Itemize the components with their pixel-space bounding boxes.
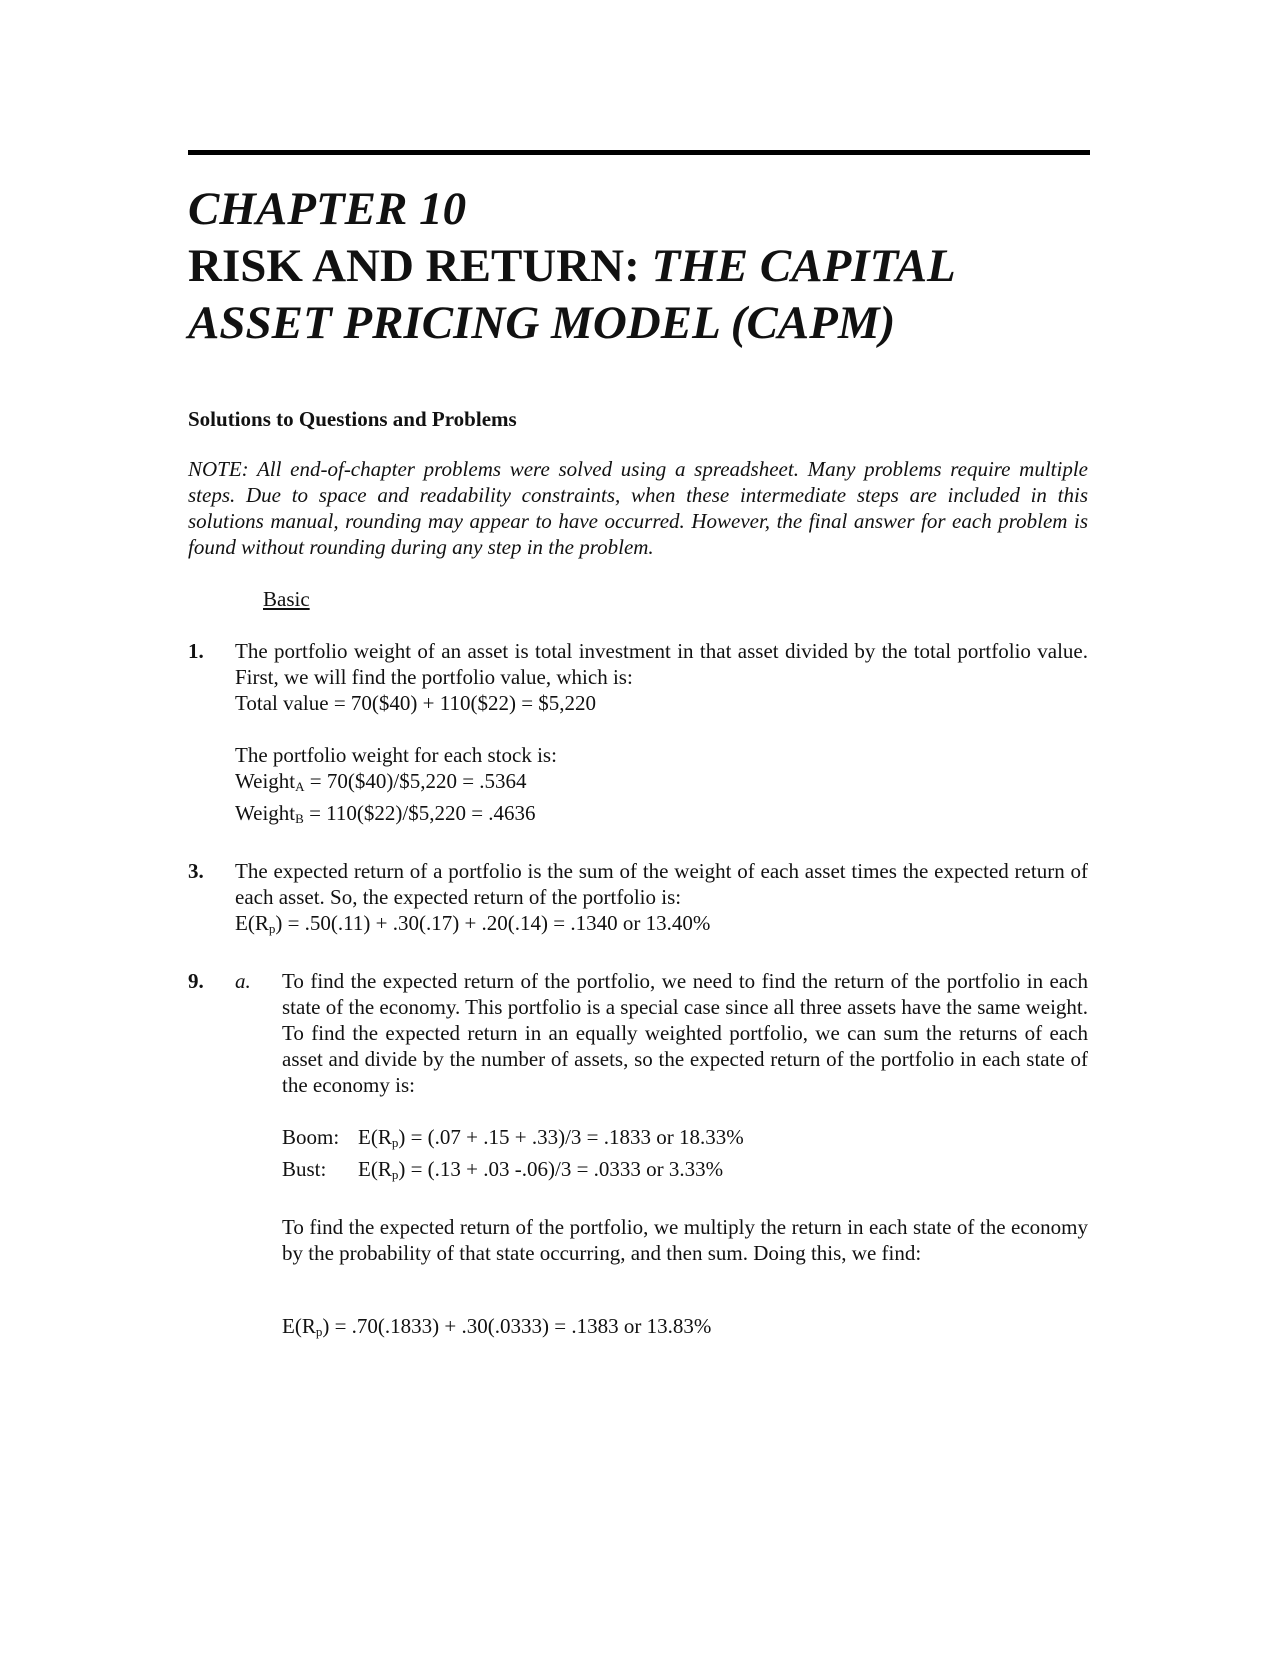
equation-rest: ) = .70(.1833) + .30(.0333) = .1383 or 13.83% xyxy=(322,1314,712,1338)
equation-rest: ) = .50(.11) + .30(.17) + .20(.14) = .1340 or 13.40% xyxy=(275,911,711,935)
problem-intro: The portfolio weight of an asset is total investment in that asset divided by the total portfolio value. First, we will find the portfolio value, which is: xyxy=(235,639,1088,689)
note-paragraph: NOTE: All end-of-chapter problems were solved using a spreadsheet. Many problems require multiple steps. Due to space and readability constraints, when these intermediate steps are included in this solutions manual, rounding may appear to have occurred. However, the final answer for each problem is found without rounding during any step in the problem. xyxy=(188,457,1088,559)
equation-subscript: p xyxy=(391,1167,399,1182)
equation-subscript: p xyxy=(268,921,276,936)
equation-prefix: E(R xyxy=(358,1157,392,1181)
portfolio-return-equation xyxy=(235,910,1088,942)
equation-prefix: E(R xyxy=(282,1314,316,1338)
weight-label: Weight xyxy=(235,801,296,825)
chapter-title-plain: RISK AND RETURN: xyxy=(188,240,652,292)
equation-prefix: E(R xyxy=(235,911,269,935)
weight-a-expression: = 70($40)/$5,220 = .5364 xyxy=(304,769,527,793)
subpart-label: a. xyxy=(235,969,251,993)
problem-body xyxy=(235,858,1088,942)
equation-subscript: p xyxy=(315,1324,323,1339)
equation-subscript: p xyxy=(391,1135,399,1150)
boom-row xyxy=(282,1124,1088,1156)
weight-b-expression: = 110($22)/$5,220 = .4636 xyxy=(303,801,536,825)
boom-equation xyxy=(358,1124,744,1156)
weight-b-subscript: B xyxy=(295,811,304,826)
final-return-equation xyxy=(282,1313,1088,1345)
problem-body xyxy=(235,638,1088,832)
header-rule xyxy=(188,150,1090,155)
problem-3 xyxy=(188,858,1088,942)
basic-subheading: Basic xyxy=(263,587,310,611)
equation-rest: ) = (.13 + .03 -.06)/3 = .0333 or 3.33% xyxy=(398,1157,724,1181)
problem-body xyxy=(235,968,1088,1345)
weight-label: Weight xyxy=(235,769,296,793)
document-page xyxy=(188,150,1088,1345)
state-returns xyxy=(282,1124,1088,1188)
chapter-title xyxy=(188,238,1088,352)
weight-a-subscript: A xyxy=(295,779,305,794)
subpart-body xyxy=(282,968,1088,1345)
total-value-equation: Total value = 70($40) + 110($22) = $5,220 xyxy=(235,691,597,715)
problem-number: 3. xyxy=(188,859,204,883)
weights-intro: The portfolio weight for each stock is: xyxy=(235,743,557,767)
problem-1 xyxy=(188,638,1088,832)
bust-row xyxy=(282,1156,1088,1188)
chapter-number: CHAPTER 10 xyxy=(188,183,467,235)
weight-a-equation xyxy=(235,768,1088,800)
subpart-a xyxy=(235,968,1088,1345)
subpart-intro: To find the expected return of the portfolio, we need to find the return of the portfolio in each state of the economy. This portfolio is a special case since all three assets have the same weight. To find the expected return in an equally weighted portfolio, we can sum the returns of each asset and divide by the number of assets, so the expected return of the portfolio in each state of the economy is: xyxy=(282,969,1088,1097)
problem-9 xyxy=(188,968,1088,1345)
weight-b-equation xyxy=(235,800,1088,832)
bust-equation xyxy=(358,1156,723,1188)
problem-number: 9. xyxy=(188,969,204,993)
problem-number: 1. xyxy=(188,639,204,663)
chapter-title-italic-line2: ASSET PRICING MODEL (CAPM) xyxy=(188,297,896,349)
problem-intro: The expected return of a portfolio is the sum of the weight of each asset times the expected return of each asset. So, the expected return of the portfolio is: xyxy=(235,859,1088,909)
chapter-title-italic-line1: THE CAPITAL xyxy=(651,240,956,292)
section-heading: Solutions to Questions and Problems xyxy=(188,407,517,431)
bust-label: Bust: xyxy=(282,1157,327,1181)
equation-prefix: E(R xyxy=(358,1125,392,1149)
follow-paragraph: To find the expected return of the portfolio, we multiply the return in each state of the economy by the probability of that state occurring, and then sum. Doing this, we find: xyxy=(282,1215,1088,1265)
equation-rest: ) = (.07 + .15 + .33)/3 = .1833 or 18.33% xyxy=(398,1125,744,1149)
boom-label: Boom: xyxy=(282,1125,340,1149)
